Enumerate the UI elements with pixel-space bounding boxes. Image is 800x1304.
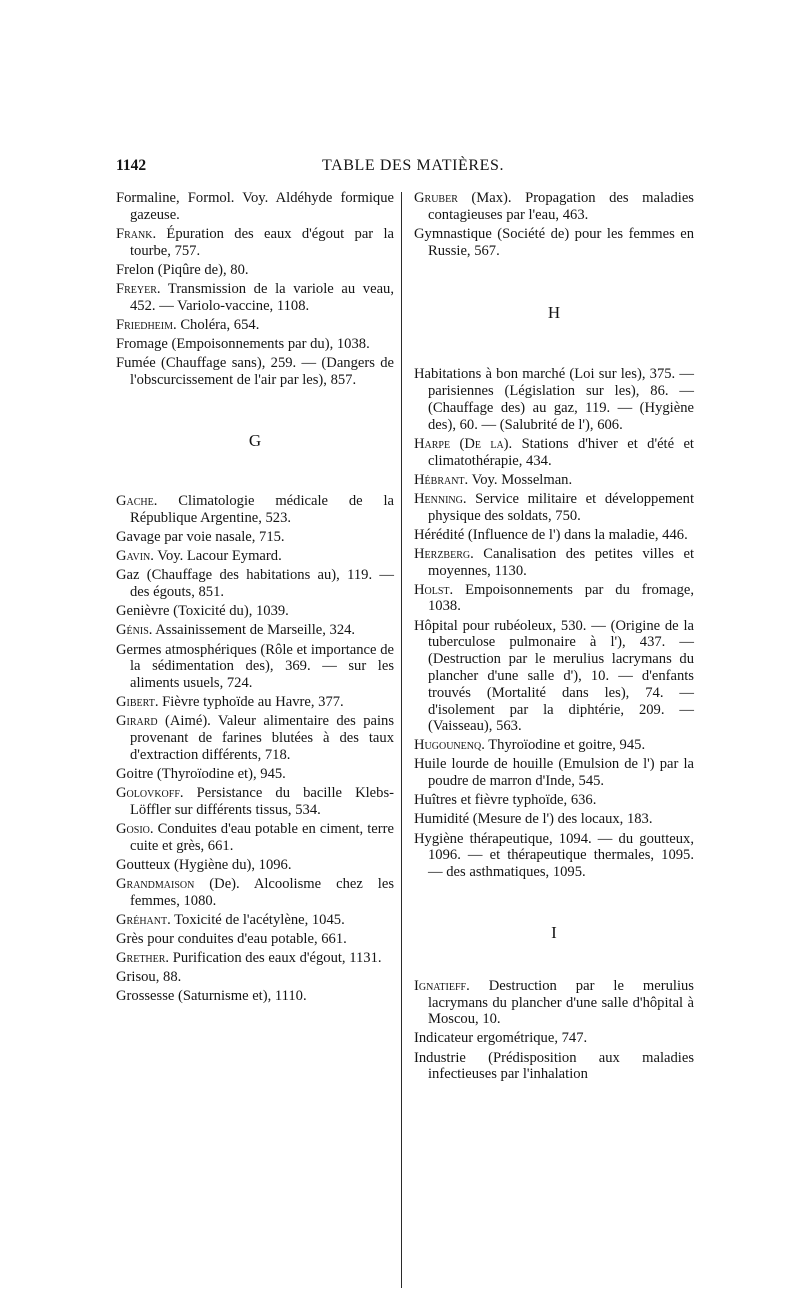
- entry-text: Empoisonnements par du fromage, 1038.: [428, 581, 694, 615]
- entry-text: Stations d'hiver et d'été et climatothérapie, 434.: [428, 435, 694, 469]
- entry-text: Choléra, 654.: [180, 316, 260, 333]
- entry-text: Épuration des eaux d'égout par la tourbe, 757.: [130, 225, 394, 259]
- author-name: Grandmaison: [116, 875, 195, 892]
- index-entry: [116, 713, 394, 763]
- entry-text: Climatologie médicale de la République Argentine, 523.: [130, 493, 395, 527]
- entry-text: Goutteux (Hygiène du), 1096.: [116, 856, 292, 873]
- entry-text: Goitre (Thyroïodine et), 945.: [116, 765, 286, 782]
- entry-text: Purification des eaux d'égout, 1131.: [172, 950, 382, 967]
- index-column-right: [414, 190, 694, 1085]
- entry-text: Grès pour conduites d'eau potable, 661.: [116, 930, 347, 947]
- index-entry: [116, 190, 394, 224]
- section-letter: G: [248, 430, 262, 450]
- author-name: Grether.: [116, 950, 170, 967]
- author-name: Henning.: [414, 490, 467, 507]
- entry-text: Grossesse (Saturnisme et), 1110.: [116, 988, 307, 1005]
- index-entry: [116, 642, 394, 692]
- entry-text: Genièvre (Toxicité du), 1039.: [116, 603, 289, 620]
- entry-text: Huîtres et fièvre typhoïde, 636.: [414, 792, 597, 809]
- author-name: Gosio.: [116, 820, 154, 837]
- index-entry: [116, 950, 394, 967]
- index-entry: [116, 317, 394, 334]
- index-entry: [116, 931, 394, 948]
- index-entry: [116, 785, 394, 819]
- index-entry: [414, 792, 694, 809]
- entry-text: Gavage par voie nasale, 715.: [116, 529, 285, 546]
- index-entry: [414, 737, 694, 754]
- entry-text: Thyroïodine et goitre, 945.: [488, 737, 646, 754]
- section-letter: I: [551, 922, 557, 942]
- entry-text: Humidité (Mesure de l') des locaux, 183.: [414, 811, 653, 828]
- index-column-left: [116, 190, 394, 1007]
- entry-text: Habitations à bon marché (Loi sur les), 375. — parisiennes (Législation sur les), 86. — (Chauffage des) au gaz, 119. — (Hygiène des), 60. — (Salubrité de l'), 606.: [414, 366, 694, 433]
- index-entry: [414, 756, 694, 790]
- index-entry: [116, 281, 394, 315]
- entry-text: Canalisation des petites villes et moyennes, 1130.: [428, 545, 695, 579]
- entry-text: Conduites d'eau potable en ciment, terre cuite et grès, 661.: [130, 820, 394, 854]
- author-name: Girard: [116, 713, 158, 730]
- index-entry: [414, 546, 694, 580]
- entry-text: Assainissement de Marseille, 324.: [155, 622, 356, 639]
- page-header: [116, 157, 506, 181]
- entry-text: Fièvre typhoïde au Havre, 377.: [162, 694, 344, 711]
- author-name: Gréhant.: [116, 911, 171, 928]
- entry-text: Hôpital pour rubéoleux, 530. — (Origine de la tuberculose pulmonaire à l'), 437. — (Destruction par le merulius lacrymans du plancher d'une salle d'), 10. — d'enfants trouvés (Mortalité dans les), 74. — d'isolement par la diphtérie, 209. — (Vaisseau), 563.: [414, 617, 694, 735]
- author-name: Hugounenq.: [414, 737, 485, 754]
- index-entry: [414, 436, 694, 470]
- entry-text: Voy. Lacour Eymard.: [157, 548, 282, 565]
- entry-text: Gymnastique (Société de) pour les femmes en Russie, 567.: [414, 225, 694, 259]
- index-entry: [116, 694, 394, 711]
- index-entry: [116, 529, 394, 546]
- entry-text: Destruction par le merulius lacrymans du plancher d'une salle d'hôpital à Moscou, 10.: [428, 977, 694, 1028]
- section-letter: H: [547, 303, 561, 323]
- author-name: Harpe (De la).: [414, 435, 513, 452]
- author-name: Gavin.: [116, 548, 154, 565]
- entry-text: Frelon (Piqûre de), 80.: [116, 261, 249, 278]
- entry-text: (Aimé). Valeur alimentaire des pains provenant de farines blutées à des taux d'extraction différents, 718.: [130, 713, 394, 763]
- author-name: Holst.: [414, 581, 454, 598]
- index-entry: [414, 366, 694, 433]
- author-name: Gruber: [414, 190, 458, 206]
- index-entry: [116, 622, 394, 639]
- index-entry: [414, 1050, 694, 1084]
- author-name: Gache.: [116, 493, 158, 510]
- entry-text: (Max). Propagation des maladies contagieuses par l'eau, 463.: [428, 190, 694, 223]
- entry-text: Toxicité de l'acétylène, 1045.: [174, 911, 345, 928]
- entry-text: Persistance du bacille Klebs-Löffler sur différents tissus, 534.: [130, 785, 394, 818]
- entry-text: Fromage (Empoisonnements par du), 1038.: [116, 335, 370, 352]
- index-entry: [414, 831, 694, 881]
- author-name: Freyer.: [116, 280, 161, 297]
- entry-text: Indicateur ergométrique, 747.: [414, 1030, 588, 1047]
- author-name: Frank.: [116, 225, 157, 242]
- entry-text: (De). Alcoolisme chez les femmes, 1080.: [130, 875, 394, 909]
- author-name: Ignatieff.: [414, 977, 470, 994]
- index-entry: [116, 493, 394, 527]
- index-entry: [116, 603, 394, 620]
- index-entry: [414, 472, 694, 489]
- index-entry: [414, 190, 694, 224]
- author-name: Génis.: [116, 622, 153, 639]
- index-entry: [414, 226, 694, 260]
- page-number: 1142: [116, 157, 147, 174]
- index-entry: [414, 618, 694, 736]
- entry-text: Industrie (Prédisposition aux maladies infectieuses par l'inhalation: [414, 1049, 694, 1083]
- index-entry: [116, 336, 394, 353]
- index-entry: [116, 857, 394, 874]
- entry-text: Grisou, 88.: [116, 969, 182, 986]
- index-entry: [414, 978, 694, 1028]
- column-divider: [401, 192, 402, 1288]
- running-title: TABLE DES MATIÈRES.: [322, 157, 505, 174]
- index-entry: [116, 262, 394, 279]
- entry-text: Germes atmosphériques (Rôle et importance de la sédimentation des), 369. — sur les aliments usuels, 724.: [116, 641, 394, 692]
- entry-text: Transmission de la variole au veau, 452. — Variolo-vaccine, 1108.: [130, 280, 394, 314]
- index-entry: [116, 355, 394, 389]
- index-entry: [116, 821, 394, 855]
- index-entry: [116, 912, 394, 929]
- entry-text: Fumée (Chauffage sans), 259. — (Dangers de l'obscurcissement de l'air par les), 857.: [116, 354, 394, 388]
- index-entry: [116, 548, 394, 565]
- author-name: Golovkoff.: [116, 785, 184, 802]
- index-entry: [414, 491, 694, 525]
- author-name: Hébrant.: [414, 471, 469, 488]
- author-name: Herzberg.: [414, 545, 474, 562]
- index-entry: [116, 988, 394, 1005]
- entry-text: Hygiène thérapeutique, 1094. — du goutteux, 1096. — et thérapeutique thermales, 1095. — des asthmatiques, 1095.: [414, 830, 694, 881]
- author-name: Gibert.: [116, 694, 159, 711]
- author-name: Friedheim.: [116, 316, 177, 333]
- entry-text: Service militaire et développement physique des soldats, 750.: [428, 490, 694, 524]
- index-entry: [116, 766, 394, 783]
- index-entry: [414, 1030, 694, 1047]
- index-entry: [414, 811, 694, 828]
- entry-text: Formaline, Formol. Voy. Aldéhyde formique gazeuse.: [116, 190, 394, 223]
- entry-text: Huile lourde de houille (Emulsion de l') par la poudre de marron d'Inde, 545.: [414, 756, 694, 790]
- entry-text: Hérédité (Influence de l') dans la maladie, 446.: [414, 526, 688, 543]
- index-entry: [414, 582, 694, 616]
- index-entry: [116, 567, 394, 601]
- index-entry: [116, 876, 394, 910]
- entry-text: Voy. Mosselman.: [471, 471, 573, 488]
- index-entry: [414, 527, 694, 544]
- index-entry: [116, 969, 394, 986]
- entry-text: Gaz (Chauffage des habitations au), 119. — des égouts, 851.: [116, 567, 394, 601]
- index-entry: [116, 226, 394, 260]
